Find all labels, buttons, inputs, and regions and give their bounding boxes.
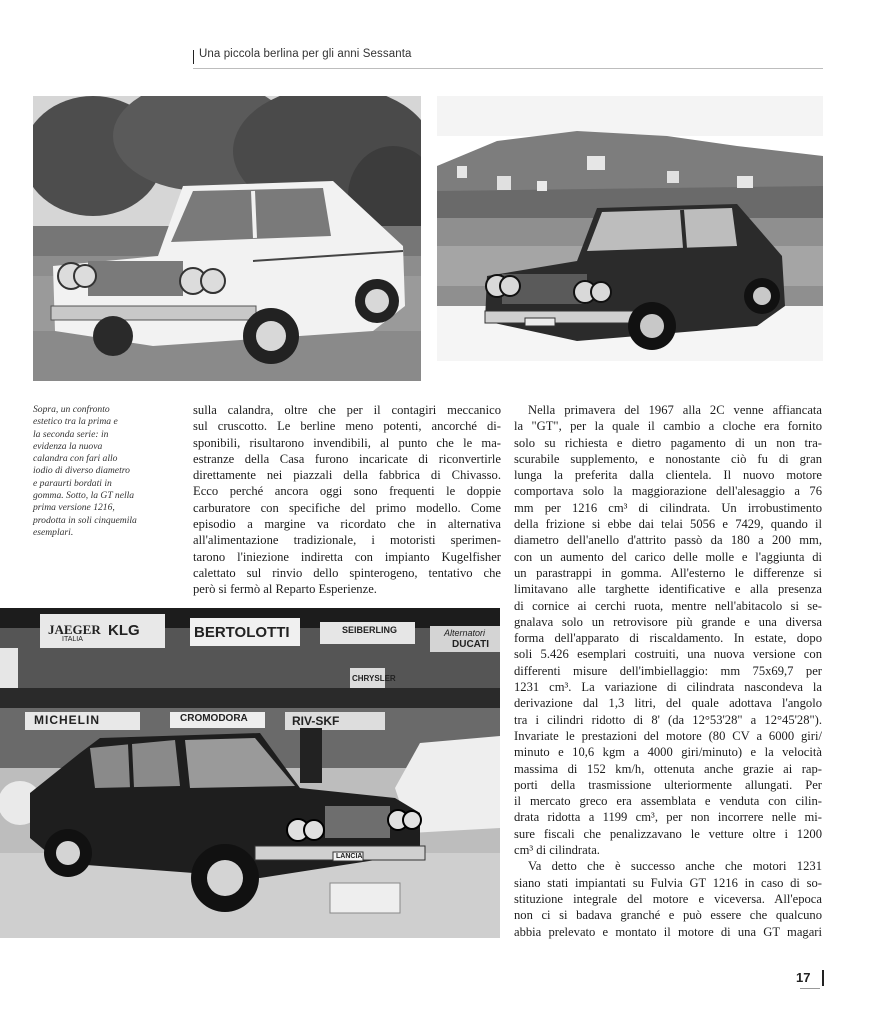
sign-jaeger-italia: ITALIA — [62, 636, 83, 643]
running-head — [193, 48, 823, 69]
photo-auto-show-gt — [0, 608, 500, 938]
text-line: però si fermò al Reparto Esperienze. — [193, 582, 377, 597]
text-line: diametro dell'anello d'attrito passò da 180 a 200 mm, — [514, 533, 822, 548]
text-line: drata ridotta a 1199 cm³, per non incorrere nelle mi- — [514, 810, 822, 825]
text-line: tra i cilindri ridotto di 8' (da 12°53'28" a 12°45'28"). — [514, 712, 822, 727]
sign-alternatori: Alternatori — [444, 628, 486, 638]
text-line: cm³ di cilindrata. — [514, 843, 600, 858]
page-number: 17 — [796, 970, 811, 985]
text-line: derivazione dal 1,3 litri, del quale adottava l'angolo — [514, 696, 822, 711]
text-line: sponibili, risultarono invendibili, al punto che le ma- — [193, 435, 501, 450]
sign-cromodora: CROMODORA — [180, 713, 248, 724]
text-line: direttamente nei piazzali della fabbrica di Chivasso. — [193, 468, 501, 483]
running-head-bar — [193, 50, 194, 64]
text-line: limitavano alle targhette identificative e alla presenza — [514, 582, 822, 597]
text-line: comportava solo la maggiorazione dell'alesaggio a 76 — [514, 484, 822, 499]
photo-caption — [33, 404, 181, 539]
text-line: scurabile supplemento, e nonostante ciò fu di gran — [514, 451, 822, 466]
sign-seiberling: SEIBERLING — [342, 625, 398, 635]
text-line: porti della trasmissione ulteriormente allungati. Per — [514, 777, 822, 792]
text-line: carburatore con specifiche del primo modello. Come — [193, 500, 501, 515]
text-line: differenti misure dell'imbiellaggio: mm 75x69,7 per — [514, 663, 822, 678]
running-head-title: Una piccola berlina per gli anni Sessanta — [199, 48, 412, 60]
text-line: Nella primavera del 1967 alla 2C venne affiancata — [528, 403, 822, 417]
sign-klg: KLG — [108, 622, 140, 639]
text-line: estranze della Casa furono incaricate di riconvertirle — [193, 451, 501, 466]
caption-line: calandra con fari allo — [33, 453, 118, 465]
sign-jaeger: JAEGER — [48, 622, 101, 637]
text-line: gnalava solo un retrovisore più grande e una diversa — [514, 614, 822, 629]
text-line: Invariate le prestazioni del motore (80 CV a 6000 giri/ — [514, 728, 822, 743]
page-number-bar — [822, 970, 824, 986]
text-line: stituzione integrale del motore e viceversa. All'epoca — [514, 891, 822, 906]
text-line: 1231 cm³. La variazione di cilindrata nascondeva la — [514, 680, 822, 695]
text-line: sure fiscali che penalizzavano le vetture oltre i 1200 — [514, 826, 822, 841]
sign-bertolotti: BERTOLOTTI — [194, 624, 290, 641]
text-line: soli 5.426 esemplari costruiti, una nuova versione con — [514, 647, 822, 662]
text-line: forma dell'apparato di riscaldamento. In estate, dopo — [514, 631, 822, 646]
text-line: con un aumento del carico delle molle e l'aggiunta di — [514, 549, 822, 564]
text-line: di cornice ai cerchi ruota, mentre nell'abitacolo si se- — [514, 598, 822, 613]
text-line: Ecco perché ancora oggi sono frequenti le doppie — [193, 484, 501, 499]
text-line: lunga la preferita dalla clientela. Il nuovo motore — [514, 468, 822, 483]
caption-line: evidenza la nuova — [33, 440, 103, 452]
caption-line: Sopra, un confronto — [33, 404, 110, 415]
caption-line: estetico tra la prima e — [33, 416, 118, 428]
page-number-rule — [800, 988, 820, 989]
text-line: solo su richiesta e dietro pagamento di un non tra- — [514, 435, 822, 450]
text-line: un parastrappi in gomma. All'esterno le differenze si — [514, 565, 822, 580]
body-column-1 — [193, 402, 501, 598]
text-line: sul cruscotto. Le berline meno potenti, ancorché di- — [193, 419, 501, 434]
sign-michelin: MICHELIN — [34, 713, 100, 727]
text-line: all'alimentazione tradizionale, i motoristi sperimen- — [193, 533, 501, 548]
caption-line: iodio di diverso diametro — [33, 465, 130, 477]
text-line: tarono l'iniezione indiretta con impianto Kugelfisher — [193, 549, 501, 564]
sign-chrysler: CHRYSLER — [352, 674, 396, 683]
text-line: abbia prelevato e montato il motore di una GT magari — [514, 924, 822, 939]
text-line: sulla calandra, oltre che per il contagiri meccanico — [193, 403, 501, 417]
body-column-2 — [514, 402, 822, 940]
text-line: minuto e 10,6 kgm a 4000 giri/minuto) e la velocità — [514, 745, 822, 760]
sign-ducati: DUCATI — [452, 639, 490, 650]
sign-riv-skf: RIV-SKF — [292, 714, 340, 728]
text-line: la "GT", per la quale il cambio a cloche era fornito — [514, 419, 822, 434]
text-line: della frizione si ebbe dai telai 5056 e 7429, quando il — [514, 517, 822, 532]
photo-white-berlina — [33, 96, 421, 381]
text-line: calettato sul rinvio dello spinterogeno, tentativo che — [193, 565, 501, 580]
text-line: il mercato greco era assemblata e venduta con cilin- — [514, 794, 822, 809]
text-line: episodio a margine va ricordato che in alternativa — [193, 517, 501, 532]
text-line: mm per 1216 cm³ di cilindrata. Un irrobustimento — [514, 500, 822, 515]
caption-line: gomma. Sotto, la GT nella — [33, 490, 135, 502]
caption-line: e paraurti bordati in — [33, 477, 112, 489]
text-line: massima di 152 km/h, ottenuta anche grazie ai rap- — [514, 761, 822, 776]
caption-line: prodotta in soli cinquemila — [33, 514, 137, 526]
text-line: siano stati impiantati su Fulvia GT 1216 in caso di so- — [514, 875, 822, 890]
photo-dark-berlina-lake — [437, 96, 823, 361]
plate-lancia: LANCIA — [336, 853, 363, 860]
caption-line: esemplari. — [33, 526, 74, 538]
text-line: Va detto che è successo anche che motori 1231 — [528, 859, 822, 874]
text-line: non ci si badava granché e può essere che qualcuno — [514, 908, 822, 923]
caption-line: prima versione 1216, — [33, 502, 115, 514]
caption-line: la seconda serie: in — [33, 428, 109, 440]
